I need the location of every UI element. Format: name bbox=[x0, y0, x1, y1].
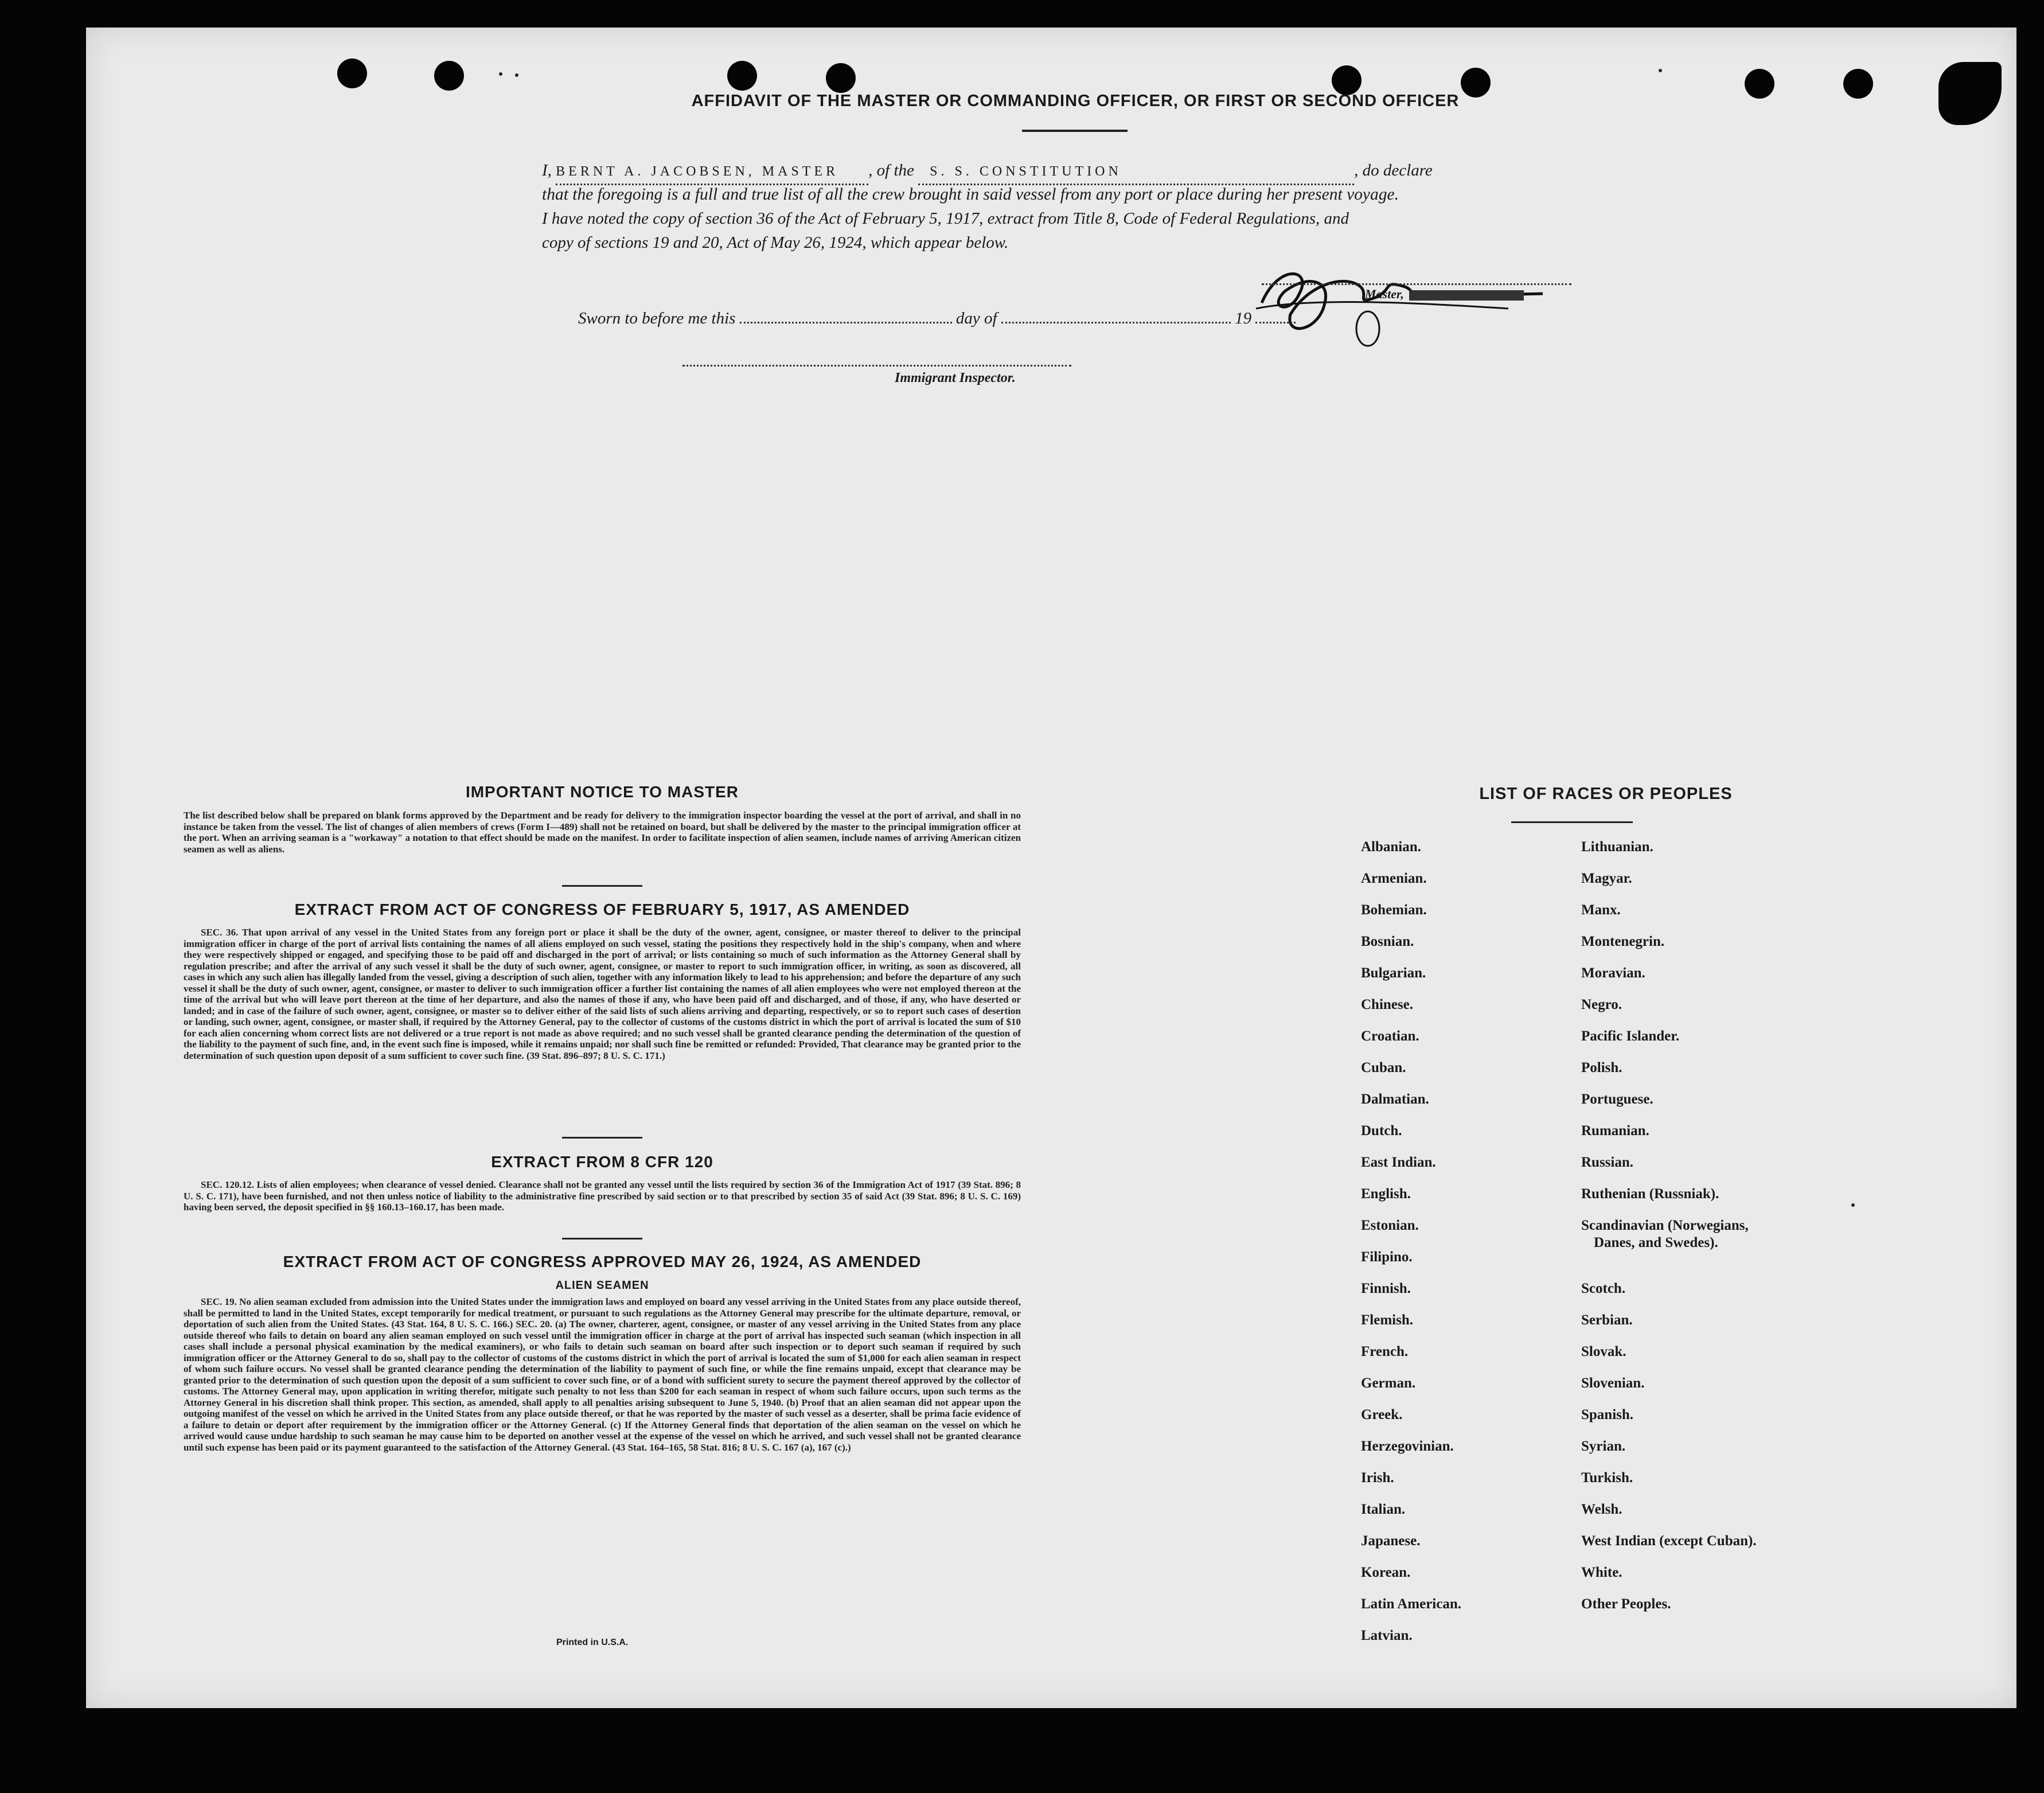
struck-text bbox=[1409, 290, 1524, 301]
race-item: Negro. bbox=[1581, 997, 1622, 1012]
race-item: Herzegovinian. bbox=[1361, 1439, 1454, 1454]
ship-field bbox=[918, 158, 1354, 185]
race-item: Bosnian. bbox=[1361, 934, 1414, 949]
extract-1917-title: EXTRACT FROM ACT OF CONGRESS OF FEBRUARY 5, 1917, AS AMENDED bbox=[294, 901, 910, 918]
race-item: Chinese. bbox=[1361, 997, 1413, 1012]
race-item: Syrian. bbox=[1581, 1439, 1626, 1454]
sworn-line bbox=[578, 306, 1622, 330]
race-item: Croatian. bbox=[1361, 1028, 1419, 1044]
punch-hole bbox=[826, 63, 856, 93]
race-item: Dutch. bbox=[1361, 1123, 1402, 1139]
race-item: Dalmatian. bbox=[1361, 1092, 1429, 1107]
extract-cfr-title: EXTRACT FROM 8 CFR 120 bbox=[491, 1153, 713, 1171]
speck bbox=[1851, 1203, 1855, 1207]
races-title-underline bbox=[1511, 821, 1633, 823]
race-item: Magyar. bbox=[1581, 871, 1632, 886]
race-item: Armenian. bbox=[1361, 871, 1427, 886]
race-item: Lithuanian. bbox=[1581, 839, 1653, 855]
speck bbox=[515, 73, 518, 77]
speck bbox=[499, 72, 502, 76]
sworn-prefix: Sworn to before me this bbox=[578, 309, 736, 328]
race-item: Welsh. bbox=[1581, 1502, 1622, 1517]
race-item: Cuban. bbox=[1361, 1060, 1406, 1075]
name-field bbox=[556, 158, 868, 185]
race-item: Bulgarian. bbox=[1361, 965, 1426, 981]
affidavit-line-1 bbox=[542, 158, 1586, 185]
race-item: White. bbox=[1581, 1565, 1622, 1580]
notice-title: IMPORTANT NOTICE TO MASTER bbox=[465, 783, 739, 801]
title-underline bbox=[1022, 130, 1128, 132]
name-value: BERNT A. JACOBSEN, MASTER bbox=[556, 164, 839, 179]
race-item: Greek. bbox=[1361, 1407, 1403, 1422]
inspector-caption: Immigrant Inspector. bbox=[895, 371, 1016, 385]
extract-1924-body: SEC. 19. No alien seaman excluded from admission into the United States under the immigration laws and employed on board any vessel arriving in the United States from any place outside thereof, shall be permitted to land in the United States, except temporarily for medical treatment, or pursuant to such regulations as the Attorney General may prescribe for the ultimate departure, removal, or deportation of such alien from the United States. (43 Stat. 164, 8 U. S. C. 166.) SEC. 20. (a) The owner, charterer, agent, consignee, or master of any vessel arriving in the United States from any place outside thereof who fails to detain on board any alien seaman employed on such vessel until the immigration officer in charge at the port of arrival has inspected such seaman (which inspection in all cases shall include a personal physical examination by the medical examiners), or who fails to detain such seaman on board after such inspection or to deport such seaman if required by such immigration officer or the Attorney General to do so, shall pay to the collector of customs of the customs district in which the port of arrival is located the sum of $1,000 for each alien seaman in respect of whom such failure occurs. No vessel shall be granted clearance pending the determination of the liability to payment of such fine, or while the fine remains unpaid, except that clearance may be granted prior to the determination of such question upon the deposit of a sum sufficient to cover such fine, or of a bond with sufficient surety to secure the payment thereof approved by the collector of customs. The Attorney General may, upon application in writing therefor, mitigate such penalty to not less than $200 for each seaman in respect of whom such failure occurs, upon such terms as the Attorney General in his discretion shall think proper. This section, as amended, shall apply to all penalties arising subsequent to June 5, 1940. (b) Proof that an alien seaman did not appear upon the outgoing manifest of the vessel on which he arrived in the United States from any place outside thereof, or that he was reported by the master of such vessel as a deserter, shall be prima facie evidence of a failure to detain or deport after requirement by the immigration officer or the Attorney General. (c) If the Attorney General finds that deportation of the alien seaman on the vessel on which he arrived would cause undue hardship to such seaman he may cause him to be deported on another vessel at the expense of the vessel on which he arrived, and such vessel shall not be granted clearance until such expense has been paid or its payment guaranteed to the satisfaction of the Attorney General. (43 Stat. 164–165, 58 Stat. 816; 8 U. S. C. 167 (a), 167 (c).) bbox=[184, 1296, 1021, 1453]
affidavit-line-2: that the foregoing is a full and true list of all the crew brought in said vessel from any port or place during her present voyage. bbox=[542, 185, 1399, 204]
affidavit-line-4: copy of sections 19 and 20, Act of May 26, 1924, which appear below. bbox=[542, 233, 1009, 252]
race-item: English. bbox=[1361, 1186, 1411, 1202]
inspector-line bbox=[682, 365, 1071, 367]
notice-body: The list described below shall be prepared on blank forms approved by the Department and be ready for delivery to the immigration inspector boarding the vessel at the port of arrival, and shall in no instance be taken from the vessel. The list of changes of alien members of crews (Form I—489) shall not be retained on board, but shall be delivered by the master to the principal immigration officer at the port. When an arriving seaman is a "workaway" a notation to that effect should be made on the manifest. In order to facilitate inspection of alien seamen, include names of arriving American citizen seamen as well as aliens. bbox=[184, 810, 1021, 855]
race-item: Rumanian. bbox=[1581, 1123, 1649, 1139]
race-item: Flemish. bbox=[1361, 1312, 1413, 1328]
race-item: Korean. bbox=[1361, 1565, 1411, 1580]
race-item: West Indian (except Cuban). bbox=[1581, 1533, 1757, 1549]
punch-hole bbox=[727, 61, 757, 91]
race-item: Irish. bbox=[1361, 1470, 1394, 1486]
punch-hole bbox=[434, 61, 464, 91]
sworn-year-field bbox=[1255, 322, 1296, 323]
race-item: Serbian. bbox=[1581, 1312, 1633, 1328]
section-divider bbox=[562, 885, 642, 887]
ship-value: S. S. CONSTITUTION bbox=[930, 164, 1122, 179]
race-item: Filipino. bbox=[1361, 1249, 1413, 1265]
punch-hole bbox=[1332, 65, 1362, 95]
sworn-day-field bbox=[740, 322, 952, 323]
race-item: Slovak. bbox=[1581, 1344, 1626, 1359]
race-item: Scotch. bbox=[1581, 1281, 1626, 1296]
race-item: German. bbox=[1361, 1375, 1416, 1391]
race-item: Danes, and Swedes). bbox=[1594, 1235, 1718, 1250]
race-item: Moravian. bbox=[1581, 965, 1645, 981]
race-item: Russian. bbox=[1581, 1155, 1634, 1170]
extract-cfr-body: SEC. 120.12. Lists of alien employees; when clearance of vessel denied. Clearance shall not be granted any vessel until the lists required by section 36 of the Immigration Act of 1917 (39 Stat. 896; 8 U. S. C. 171), have been furnished, and not then unless notice of liability to the administrative fine prescribed by said section or to that prescribed by section 35 of said Act (39 Stat. 896; 8 U. S. C. 169) having been served, the deposit specified in §§ 160.13–160.17, has been made. bbox=[184, 1179, 1021, 1213]
race-item: Albanian. bbox=[1361, 839, 1421, 855]
races-title: LIST OF RACES OR PEOPLES bbox=[1479, 785, 1733, 803]
races-column-1 bbox=[1361, 839, 1461, 1659]
race-item: Scandinavian (Norwegians, bbox=[1581, 1218, 1749, 1233]
torn-corner bbox=[1938, 62, 2002, 125]
punch-hole bbox=[1843, 69, 1873, 99]
document-page bbox=[86, 28, 2016, 1708]
alien-seamen-subtitle: ALIEN SEAMEN bbox=[555, 1279, 649, 1292]
line1-prefix: I, bbox=[542, 161, 552, 180]
sworn-year: 19 bbox=[1235, 309, 1252, 328]
race-item: Polish. bbox=[1581, 1060, 1622, 1075]
race-item: East Indian. bbox=[1361, 1155, 1436, 1170]
race-item: Montenegrin. bbox=[1581, 934, 1665, 949]
race-item: Estonian. bbox=[1361, 1218, 1419, 1233]
race-item: Slovenian. bbox=[1581, 1375, 1645, 1391]
sworn-month-field bbox=[1001, 322, 1231, 323]
punch-hole bbox=[1745, 69, 1774, 99]
section-divider bbox=[562, 1137, 642, 1139]
affidavit-title: AFFIDAVIT OF THE MASTER OR COMMANDING OFFICER, OR FIRST OR SECOND OFFICER bbox=[691, 92, 1460, 110]
race-item: Spanish. bbox=[1581, 1407, 1634, 1422]
affidavit-line-3: I have noted the copy of section 36 of the Act of February 5, 1917, extract from Title 8, Code of Federal Regulations, and bbox=[542, 209, 1349, 228]
printed-in-usa: Printed in U.S.A. bbox=[556, 1638, 629, 1647]
race-item: Other Peoples. bbox=[1581, 1596, 1671, 1612]
races-column-2 bbox=[1581, 839, 1757, 1627]
race-item: Japanese. bbox=[1361, 1533, 1421, 1549]
punch-hole bbox=[337, 59, 367, 88]
signature-caption: Master, bbox=[1365, 287, 1524, 302]
section-divider bbox=[562, 1238, 642, 1239]
race-item: Latin American. bbox=[1361, 1596, 1461, 1612]
race-item: Pacific Islander. bbox=[1581, 1028, 1680, 1044]
race-item: Ruthenian (Russniak). bbox=[1581, 1186, 1719, 1202]
speck bbox=[1659, 69, 1662, 72]
race-item: French. bbox=[1361, 1344, 1409, 1359]
race-item: Turkish. bbox=[1581, 1470, 1633, 1486]
signature-line bbox=[1262, 283, 1571, 285]
line1-suffix: , do declare bbox=[1354, 161, 1433, 180]
sworn-day-label: day of bbox=[955, 309, 997, 328]
race-item: Italian. bbox=[1361, 1502, 1406, 1517]
race-item: Finnish. bbox=[1361, 1281, 1411, 1296]
race-item: Portuguese. bbox=[1581, 1092, 1653, 1107]
race-item: Manx. bbox=[1581, 902, 1621, 918]
extract-1917-body: SEC. 36. That upon arrival of any vessel in the United States from any foreign port or place it shall be the duty of the owner, agent, consignee, or master thereof to deliver to the principal immigration officer in charge of the port of arrival lists containing the names of all aliens employed on such vessel, stating the positions they respectively hold in the ship's company, when and where they were respectively shipped or engaged, and specifying those to be paid off and discharged in the port of arrival; or lists containing so much of such information as the Attorney General shall by regulation prescribe; and after the arrival of any such vessel it shall be the duty of such owner, agent, consignee, or master to report to such immigration officer, in writing, as soon as discovered, all cases in which any such alien has illegally landed from the vessel, giving a description of such alien, together with any information likely to lead to his apprehension; and before the departure of any such vessel it shall be the duty of such owner, agent, consignee, or master to deliver to such immigration officer a further list containing the names of all alien employees who were not employed thereon at the time of the arrival but who will leave port thereon at the time of her departure, and also the names of those if any, who have been paid off and discharged, and of those, if any, who have deserted or landed; and in case of the failure of such owner, agent, consignee, or master so to deliver either of the said lists of such aliens arriving and departing, respectively, or so to report such cases of desertion or landing, such owner, agent, consignee, or master shall, if required by the Attorney General, pay to the collector of customs of the customs district in which the port of arrival is located the sum of $10 for each alien concerning whom correct lists are not delivered or a true report is not made as above required; and no such vessel shall be granted clearance pending the determination of the question of the liability to the payment of such fine, and, in the event such fine is imposed, while it remains unpaid; nor shall such fine be remitted or refunded: Provided, That clearance may be granted prior to the determination of such question upon deposit of a sum sufficient to cover such fine. (39 Stat. 896–897; 8 U. S. C. 171.) bbox=[184, 927, 1021, 1061]
race-item: Bohemian. bbox=[1361, 902, 1427, 918]
line1-mid: , of the bbox=[868, 161, 914, 180]
race-item: Latvian. bbox=[1361, 1628, 1413, 1643]
extract-1924-title: EXTRACT FROM ACT OF CONGRESS APPROVED MAY 26, 1924, AS AMENDED bbox=[283, 1253, 922, 1270]
